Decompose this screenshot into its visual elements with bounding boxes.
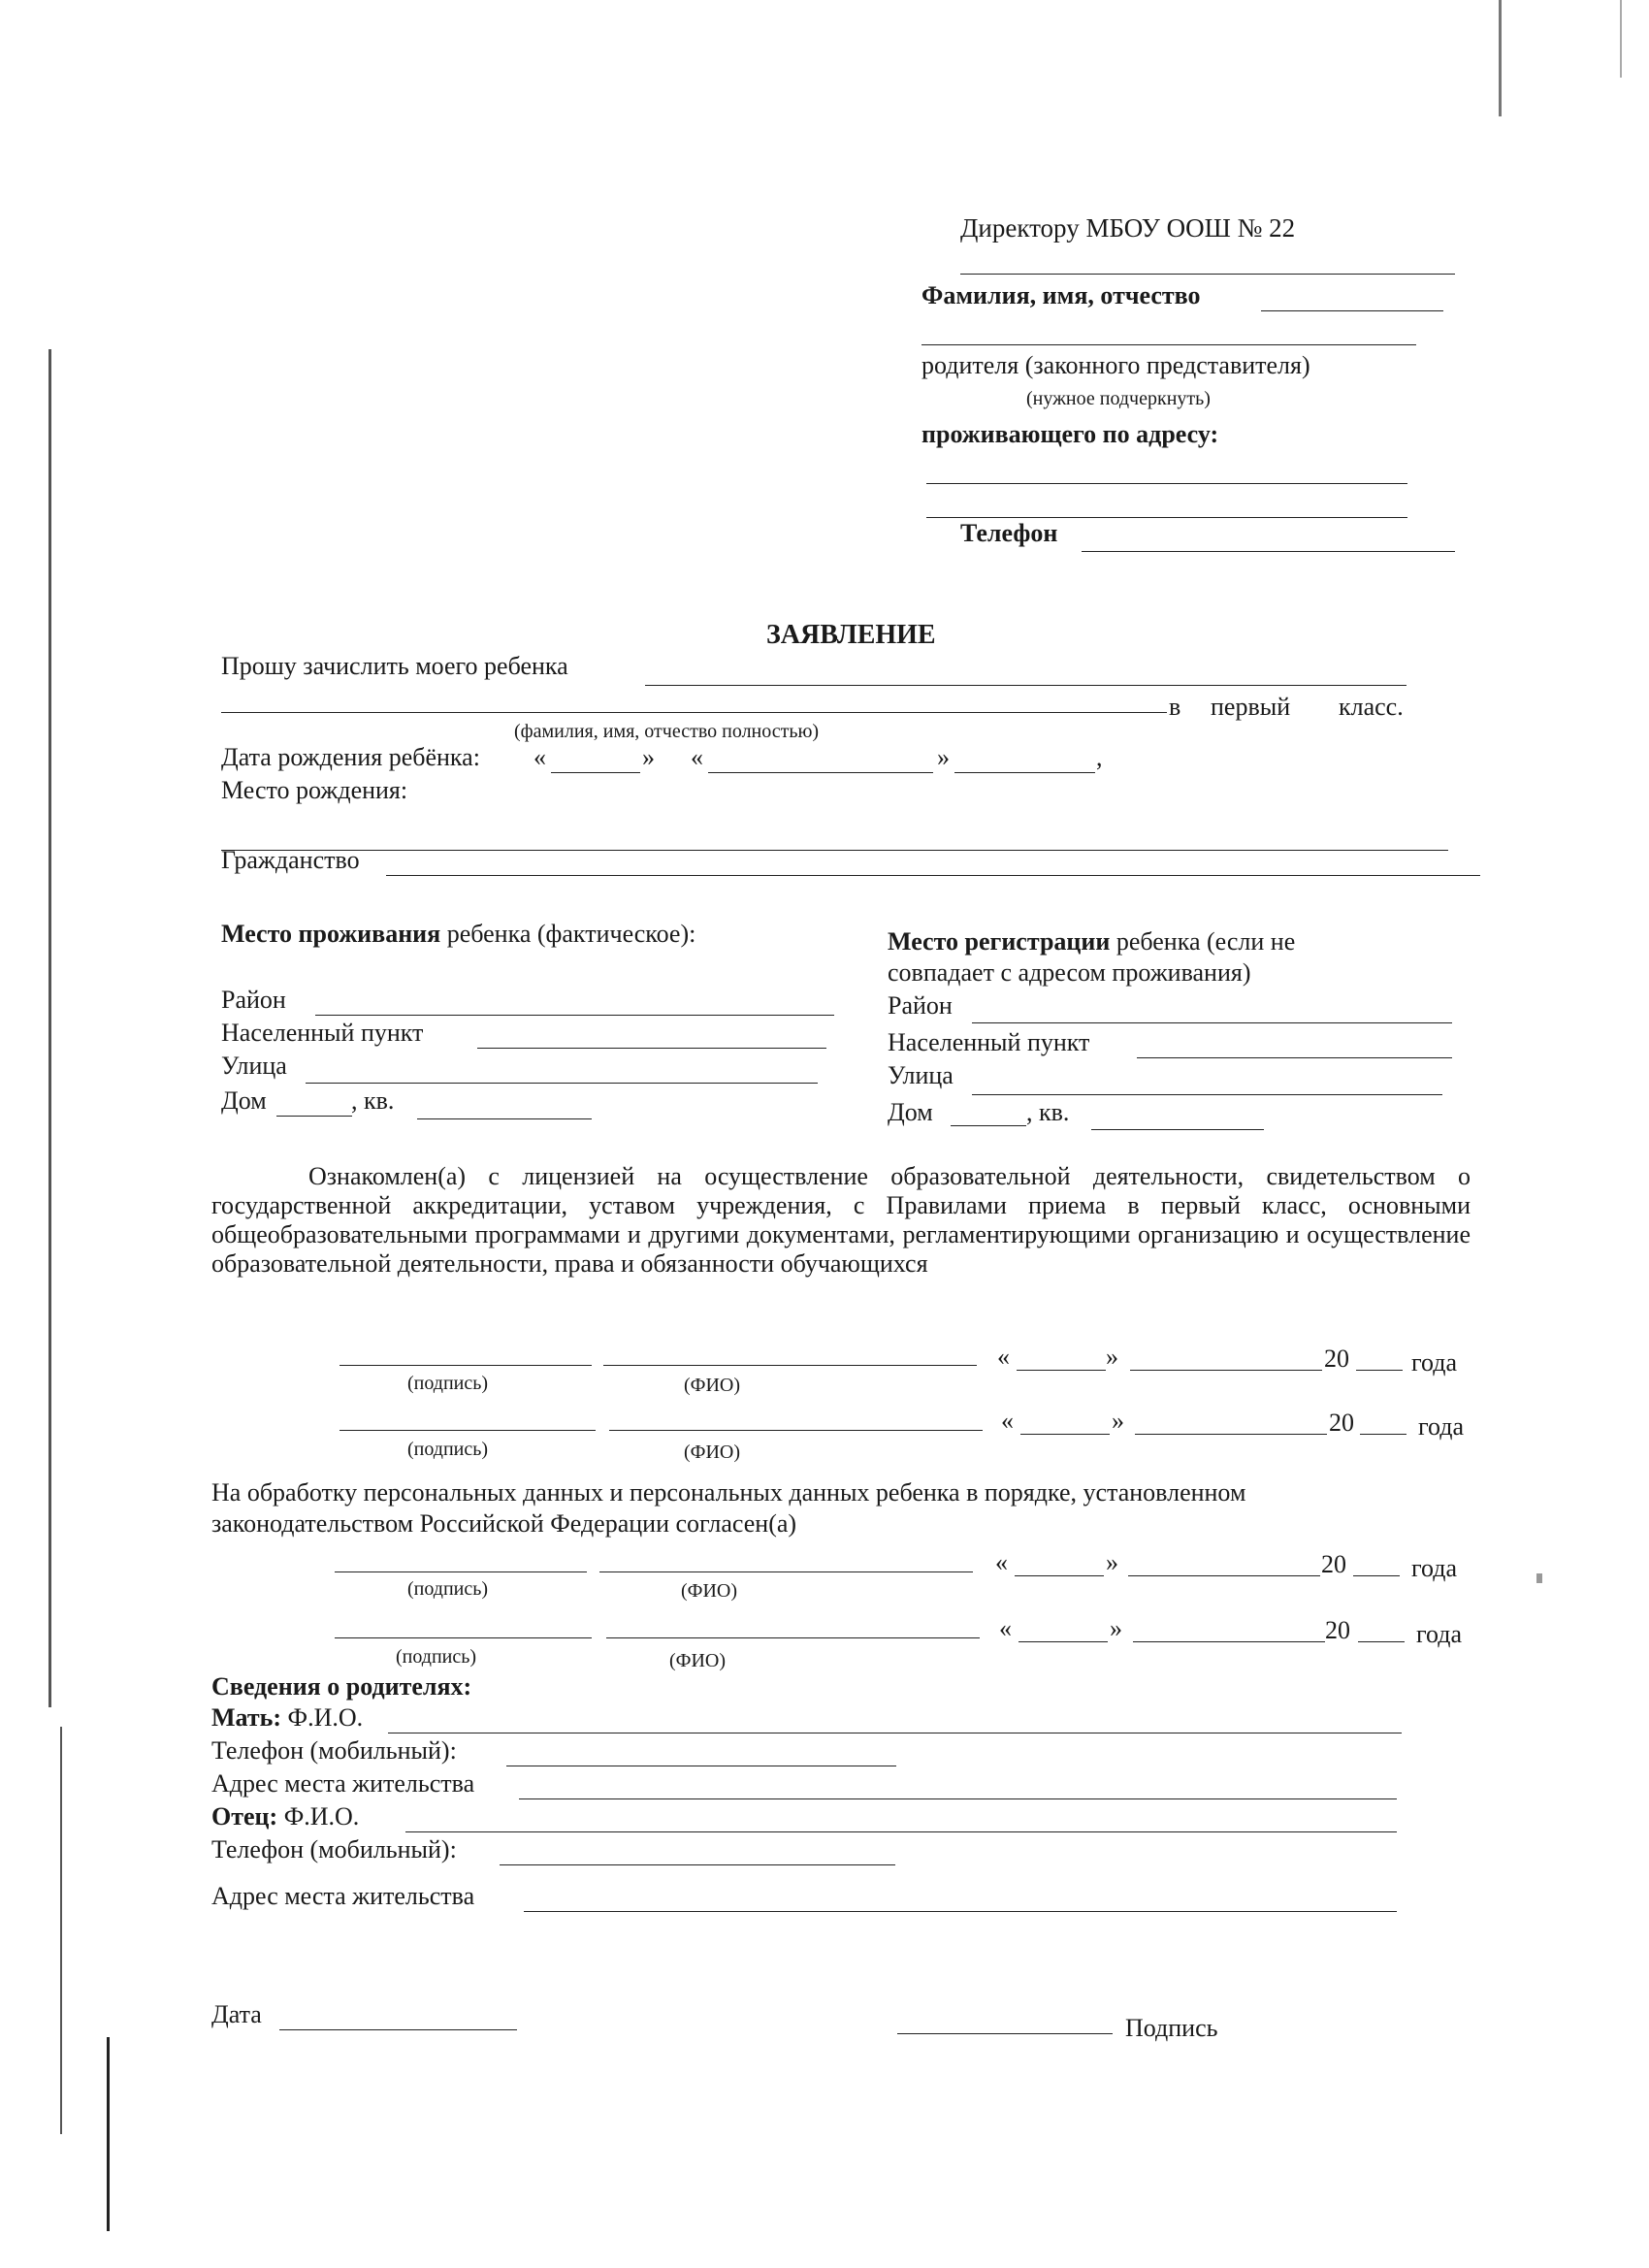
sig2-day-line (1020, 1434, 1110, 1435)
footer-date-label: Дата (211, 2000, 262, 2028)
sig4-fio-line (606, 1637, 980, 1638)
residence-apt-line (417, 1118, 592, 1119)
sig1-fio-line (603, 1365, 977, 1366)
birth-day-open-quote: « (534, 743, 546, 771)
birth-date-label: Дата рождения ребёнка: (221, 743, 480, 771)
fio-line (1261, 310, 1443, 311)
registration-street-line (972, 1094, 1442, 1095)
sig1-year-word: года (1411, 1348, 1458, 1377)
sig1-month-line (1130, 1370, 1322, 1371)
registration-title-bold: Место регистрации (888, 927, 1111, 956)
residence-street-label: Улица (221, 1052, 287, 1080)
residence-house-label: Дом (221, 1086, 267, 1115)
sig1-year-prefix: 20 (1324, 1345, 1349, 1373)
sig3-fio-line (599, 1571, 973, 1572)
residence-title (221, 920, 695, 949)
mother-address-line (519, 1798, 1397, 1799)
sig4-close-quote: » (1110, 1614, 1122, 1642)
sig2-year-word: года (1418, 1412, 1465, 1441)
father-row (211, 1802, 359, 1831)
birth-year-line (954, 772, 1095, 773)
sig4-fio-hint: (ФИО) (669, 1650, 727, 1671)
addressee-line (960, 274, 1455, 275)
consent-line2: законодательством Российской Федерации согласен(а) (211, 1509, 797, 1538)
fio-line-2 (922, 344, 1416, 345)
mother-label: Мать: (211, 1703, 282, 1732)
sig1-open-quote: « (997, 1343, 1010, 1371)
mother-fio-label: Ф.И.О. (287, 1703, 364, 1732)
birth-month-line (708, 772, 933, 773)
sig3-open-quote: « (995, 1548, 1008, 1576)
scan-edge-left-2 (60, 1727, 62, 2134)
mother-phone-label: Телефон (мобильный): (211, 1736, 457, 1765)
citizenship-line (386, 875, 1480, 876)
sig1-signature-hint: (подпись) (407, 1373, 489, 1394)
parent-label: родителя (законного представителя) (922, 351, 1310, 379)
consent-line1: На обработку персональных данных и персональных данных ребенка в порядке, установленном (211, 1478, 1246, 1507)
father-fio-line (405, 1831, 1397, 1832)
sig2-fio-hint: (ФИО) (684, 1442, 741, 1463)
sig3-year-word: года (1411, 1554, 1458, 1582)
footer-signature-line (897, 2033, 1113, 2034)
sig2-signature-line (340, 1430, 596, 1431)
sig3-close-quote: » (1106, 1548, 1118, 1576)
sig1-year-line (1356, 1370, 1403, 1371)
sig3-signature-line (335, 1571, 587, 1572)
sig1-fio-hint: (ФИО) (684, 1375, 741, 1396)
address-label: проживающего по адресу: (922, 420, 1219, 448)
mother-row (211, 1703, 363, 1733)
birth-place-line (221, 850, 1448, 851)
sig1-close-quote: » (1106, 1343, 1118, 1371)
citizenship-label: Гражданство (221, 846, 360, 874)
birth-month-close-quote: » (937, 743, 950, 771)
sig1-day-line (1017, 1370, 1106, 1371)
sig3-day-line (1015, 1575, 1104, 1576)
scan-edge-right (1620, 0, 1622, 78)
sig2-open-quote: « (1001, 1407, 1014, 1435)
sig3-year-line (1353, 1575, 1400, 1576)
sig2-close-quote: » (1112, 1407, 1124, 1435)
birth-date-comma: , (1096, 743, 1103, 771)
sig2-fio-line (609, 1430, 983, 1431)
class-first: первый (1211, 693, 1291, 721)
sig4-signature-hint: (подпись) (396, 1646, 477, 1668)
acknowledgement-text: Ознакомлен(а) с лицензией на осуществление образовательной деятельности, свидетельством о государственной аккредитации, уставом учреждения, с Правилами приема в первый класс, основными общеобразовательными программами и другими документами, регламентирующими организацию и осуществление образовательной деятельности, права и обязанности обучающихся (211, 1162, 1471, 1278)
fio-label: Фамилия, имя, отчество (922, 281, 1201, 309)
birth-day-line (551, 772, 640, 773)
sig4-year-line (1358, 1641, 1405, 1642)
registration-district-label: Район (888, 991, 953, 1020)
sig2-month-line (1135, 1434, 1327, 1435)
address-line-2 (926, 517, 1407, 518)
registration-apt-line (1091, 1129, 1264, 1130)
residence-title-rest: ребенка (фактическое): (446, 920, 696, 948)
birth-place-label: Место рождения: (221, 776, 408, 804)
sig4-month-line (1133, 1641, 1325, 1642)
residence-house-line (276, 1116, 352, 1117)
registration-house-label: Дом (888, 1098, 933, 1126)
sig3-month-line (1128, 1575, 1320, 1576)
father-address-line (524, 1911, 1397, 1912)
registration-title (888, 927, 1295, 956)
sig3-fio-hint: (ФИО) (681, 1580, 738, 1602)
sig1-signature-line (340, 1365, 592, 1366)
registration-street-label: Улица (888, 1061, 954, 1089)
sig2-signature-hint: (подпись) (407, 1439, 489, 1460)
registration-district-line (972, 1022, 1452, 1023)
residence-district-line (315, 1015, 834, 1016)
registration-title-rest: ребенка (если не (1116, 927, 1296, 956)
footer-date-line (279, 2029, 517, 2030)
scan-speck (1536, 1573, 1542, 1583)
request-line1: Прошу зачислить моего ребенка (221, 652, 568, 680)
child-name-line-2 (221, 712, 1167, 713)
sig3-year-prefix: 20 (1321, 1550, 1346, 1578)
father-phone-label: Телефон (мобильный): (211, 1835, 457, 1863)
class-in: в (1169, 693, 1181, 721)
residence-settlement-line (477, 1048, 826, 1049)
address-line-1 (926, 483, 1407, 484)
sig4-open-quote: « (999, 1614, 1012, 1642)
registration-settlement-line (1137, 1057, 1452, 1058)
registration-settlement-label: Населенный пункт (888, 1028, 1090, 1056)
child-name-line-1 (645, 685, 1406, 686)
mother-address-label: Адрес места жительства (211, 1769, 475, 1798)
father-address-label: Адрес места жительства (211, 1882, 475, 1910)
residence-district-label: Район (221, 986, 286, 1014)
residence-settlement-label: Населенный пункт (221, 1019, 424, 1047)
sig4-year-word: года (1416, 1620, 1463, 1648)
residence-title-bold: Место проживания (221, 920, 441, 948)
parents-title: Сведения о родителях: (211, 1672, 472, 1701)
residence-street-line (306, 1083, 818, 1084)
class-word: класс. (1339, 693, 1404, 721)
document-title: ЗАЯВЛЕНИЕ (766, 620, 936, 650)
sig4-day-line (1018, 1641, 1108, 1642)
birth-day-close-quote: » (642, 743, 655, 771)
father-phone-line (500, 1864, 895, 1865)
addressee: Директору МБОУ ООШ № 22 (960, 213, 1296, 243)
phone-label: Телефон (960, 519, 1058, 547)
residence-apt-label: , кв. (351, 1086, 395, 1115)
father-fio-label: Ф.И.О. (283, 1802, 360, 1831)
sig3-signature-hint: (подпись) (407, 1578, 489, 1600)
registration-title-line2: совпадает с адресом проживания) (888, 958, 1251, 987)
sig2-year-prefix: 20 (1329, 1409, 1354, 1437)
sig4-signature-line (335, 1637, 592, 1638)
registration-apt-label: , кв. (1026, 1098, 1070, 1126)
sig2-year-line (1360, 1434, 1406, 1435)
phone-line (1082, 551, 1455, 552)
birth-month-open-quote: « (691, 743, 703, 771)
registration-house-line (951, 1125, 1026, 1126)
sig4-year-prefix: 20 (1325, 1616, 1350, 1644)
scan-edge-top-right (1499, 0, 1502, 116)
footer-signature-label: Подпись (1125, 2014, 1218, 2042)
acknowledgement-paragraph (211, 1162, 1471, 1279)
scan-edge-left-3 (107, 2037, 110, 2231)
child-fio-hint: (фамилия, имя, отчество полностью) (514, 721, 820, 742)
father-label: Отец: (211, 1802, 278, 1831)
underline-note: (нужное подчеркнуть) (1026, 388, 1211, 409)
scan-edge-left (48, 349, 51, 1707)
